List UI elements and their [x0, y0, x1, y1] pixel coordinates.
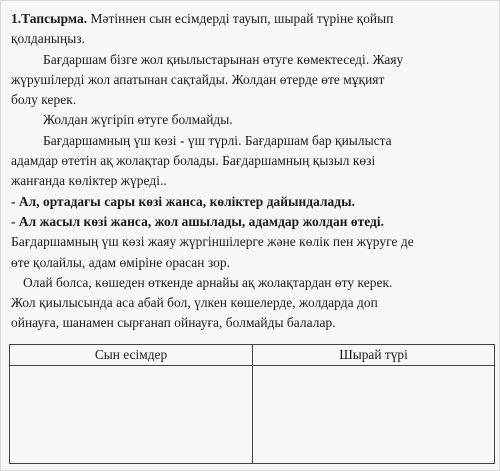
passage-line: ойнауға, шанамен сырғанап ойнауға, болмайды балалар.	[11, 315, 336, 331]
passage-line: өте қолайлы, адам өміріне орасан зор.	[11, 254, 231, 270]
passage-line: Жолдан жүгіріп өтуге болмайды.	[43, 112, 233, 128]
task-instruction-part-2: қолданыңыз.	[11, 31, 85, 47]
passage-line: Олай болса, көшеден өткенде арнайы ақ жолақтардан өту керек.	[23, 274, 393, 290]
passage-line: болу керек.	[11, 92, 77, 108]
answer-table	[9, 344, 495, 464]
answer-table-row	[10, 366, 494, 464]
passage-line: жанғанда көліктер жүреді..	[11, 173, 167, 189]
worksheet-text	[11, 9, 491, 334]
degree-answer-cell[interactable]	[253, 366, 495, 464]
passage-line: Жол қиылысында аса абай бол, үлкен көшелерде, жолдарда доп	[11, 295, 378, 311]
passage-line: Бағдаршам бізге жол қиылыстарынан өтуге көмектеседі. Жаяу	[43, 51, 404, 67]
passage-line: Бағдаршамның үш көзі - үш түрлі. Бағдаршам бар қиылыста	[43, 132, 392, 148]
passage-line: жүрушілерді жол апатынан сақтайды. Жолдан өтерде өте мұқият	[11, 71, 385, 87]
answer-table-header-row	[10, 345, 494, 366]
adjectives-column-header: Сын есімдер	[10, 345, 253, 366]
task-label: 1.Тапсырма.	[11, 11, 88, 26]
task-instruction-part-1: Мәтіннен сын есімдерді тауып, шырай түріне қойып	[87, 11, 394, 26]
degree-column-header: Шырай түрі	[253, 345, 495, 366]
passage-line: - Ал жасыл көзі жанса, жол ашылады, адамдар жолдан өтеді.	[11, 213, 385, 229]
passage-line: - Ал, ортадағы сары көзі жанса, көліктер дайындалады.	[11, 193, 356, 209]
passage-line: адамдар өтетін ақ жолақтар болады. Бағдаршамның қызыл көзі	[11, 153, 376, 169]
task-heading	[11, 9, 491, 29]
passage-line: Бағдаршамның үш көзі жаяу жүргіншілерге және көлік пен жүруге де	[11, 234, 414, 250]
adjectives-answer-cell[interactable]	[10, 366, 253, 464]
